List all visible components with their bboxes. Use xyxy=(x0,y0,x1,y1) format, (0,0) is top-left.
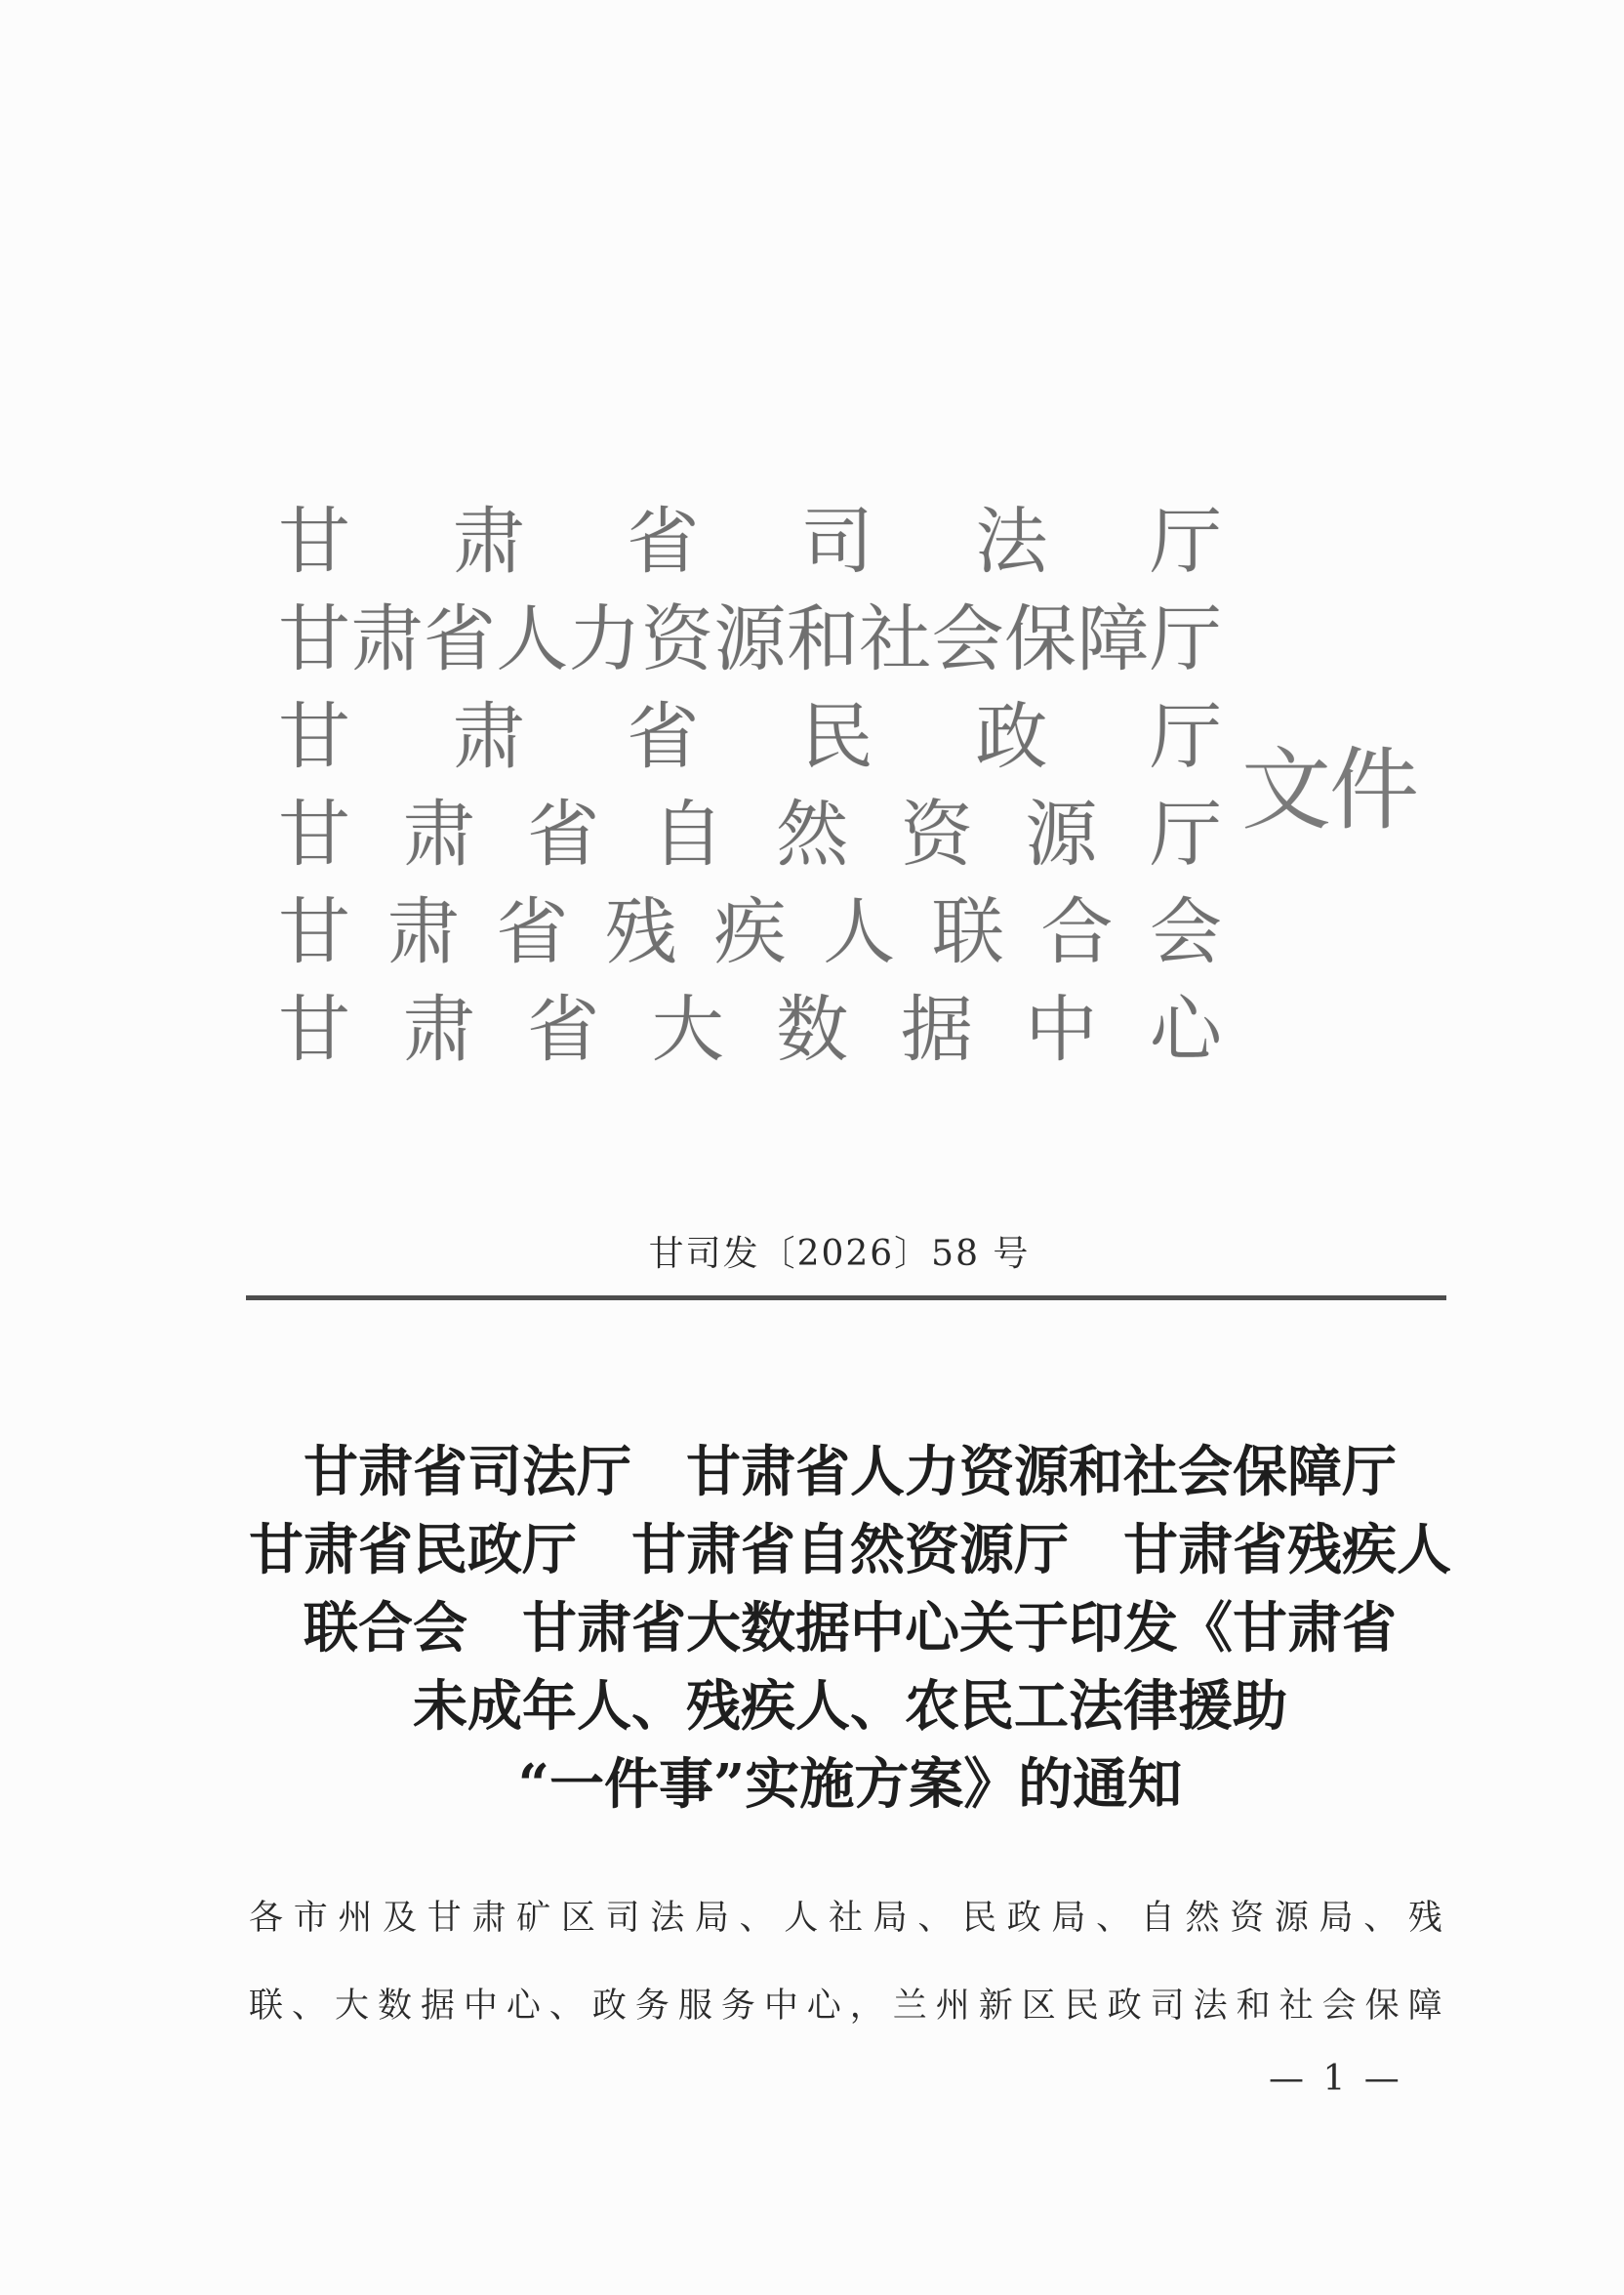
glyph: 省 xyxy=(527,988,600,1072)
glyph: 会 xyxy=(1321,1987,1357,2026)
glyph: 厅 xyxy=(1149,500,1222,584)
glyph: 司 xyxy=(1150,1987,1185,2026)
issuer-name xyxy=(278,883,1222,981)
glyph: 数 xyxy=(776,988,849,1072)
glyph: 甘 xyxy=(278,793,350,877)
glyph: 省 xyxy=(527,793,600,877)
header-rule xyxy=(246,1295,1446,1300)
glyph: 中 xyxy=(463,1987,498,2026)
glyph: 中 xyxy=(763,1987,798,2026)
glyph: 障 xyxy=(1076,597,1150,681)
title-line: 甘肃省民政厅 甘肃省自然资源厅 甘肃省残疾人 xyxy=(249,1518,1451,1582)
glyph: 厅 xyxy=(1149,597,1222,681)
glyph: 保 xyxy=(1364,1987,1400,2026)
glyph: 省 xyxy=(496,890,569,974)
glyph: 人 xyxy=(823,890,896,974)
glyph: 甘 xyxy=(278,597,350,681)
title-line: 未成年人、残疾人、农民工法律援助 xyxy=(413,1674,1287,1739)
glyph: 源 xyxy=(1274,1899,1309,1938)
glyph: 残 xyxy=(1407,1899,1442,1938)
glyph: 局 xyxy=(694,1899,729,1938)
document-body xyxy=(249,1889,1442,2065)
glyph: 司 xyxy=(800,500,873,584)
glyph: 区 xyxy=(1021,1987,1056,2026)
document-type-label: 文件 xyxy=(1241,738,1418,842)
glyph: 然 xyxy=(1185,1899,1220,1938)
glyph: 肃 xyxy=(402,988,475,1072)
issuer-name xyxy=(278,981,1222,1079)
glyph: 州 xyxy=(935,1987,970,2026)
glyph: 心 xyxy=(506,1987,541,2026)
glyph: 局 xyxy=(873,1899,908,1938)
glyph: 会 xyxy=(931,597,1004,681)
title-line: 联合会 甘肃省大数据中心关于印发《甘肃省 xyxy=(304,1596,1397,1660)
glyph: 各 xyxy=(249,1899,284,1938)
glyph: 、 xyxy=(548,1987,584,2026)
glyph: 、 xyxy=(1096,1899,1131,1938)
body-line xyxy=(249,1977,1442,2035)
glyph: 市 xyxy=(293,1899,328,1938)
glyph: 务 xyxy=(634,1987,670,2026)
glyph: 人 xyxy=(784,1899,819,1938)
glyph: 大 xyxy=(334,1987,369,2026)
glyph: 新 xyxy=(978,1987,1013,2026)
glyph: 联 xyxy=(931,890,1004,974)
glyph: 源 xyxy=(713,597,787,681)
glyph: 兰 xyxy=(892,1987,927,2026)
glyph: 然 xyxy=(776,793,849,877)
glyph: 厅 xyxy=(1149,793,1222,877)
issuer-name xyxy=(278,493,1222,591)
glyph: 甘 xyxy=(278,500,350,584)
glyph: 中 xyxy=(1025,988,1098,1072)
issuer-list xyxy=(278,493,1222,1079)
issuer-name xyxy=(278,688,1222,786)
glyph: 心 xyxy=(806,1987,841,2026)
glyph: 联 xyxy=(249,1987,284,2026)
glyph: 肃 xyxy=(471,1899,507,1938)
glyph: 、 xyxy=(739,1899,774,1938)
glyph: 和 xyxy=(1236,1987,1271,2026)
glyph: 州 xyxy=(338,1899,373,1938)
glyph: 法 xyxy=(650,1899,685,1938)
glyph: 肃 xyxy=(386,890,460,974)
glyph: 法 xyxy=(975,500,1048,584)
issuer-name xyxy=(278,591,1222,688)
glyph: 资 xyxy=(900,793,973,877)
glyph: 和 xyxy=(786,597,859,681)
glyph: 民 xyxy=(962,1899,997,1938)
glyph: 保 xyxy=(1004,597,1077,681)
glyph: 局 xyxy=(1319,1899,1354,1938)
glyph: 法 xyxy=(1193,1987,1228,2026)
glyph: 肃 xyxy=(452,500,525,584)
glyph: 民 xyxy=(1064,1987,1099,2026)
glyph: 疾 xyxy=(713,890,787,974)
glyph: 民 xyxy=(800,695,873,779)
glyph: 区 xyxy=(560,1899,595,1938)
glyph: 障 xyxy=(1407,1987,1442,2026)
glyph: 甘 xyxy=(278,890,350,974)
glyph: 资 xyxy=(641,597,714,681)
glyph: 据 xyxy=(900,988,973,1072)
title-line: “一件事”实施方案》的通知 xyxy=(517,1752,1183,1817)
glyph: 社 xyxy=(1279,1987,1314,2026)
glyph: 资 xyxy=(1230,1899,1265,1938)
glyph: 大 xyxy=(651,988,724,1072)
glyph: 源 xyxy=(1025,793,1098,877)
issuer-name xyxy=(278,786,1222,883)
glyph: 政 xyxy=(1107,1987,1142,2026)
title-line: 甘肃省司法厅 甘肃省人力资源和社会保障厅 xyxy=(304,1440,1397,1504)
glyph: 自 xyxy=(651,793,724,877)
glyph: 厅 xyxy=(1149,695,1222,779)
glyph: 肃 xyxy=(350,597,424,681)
glyph: 政 xyxy=(975,695,1048,779)
glyph: 甘 xyxy=(278,988,350,1072)
glyph: 省 xyxy=(627,500,700,584)
glyph: 肃 xyxy=(452,695,525,779)
document-number: 甘司发〔2026〕58 号 xyxy=(648,1234,1031,1274)
glyph: 政 xyxy=(591,1987,627,2026)
glyph: 肃 xyxy=(402,793,475,877)
glyph: 残 xyxy=(604,890,677,974)
glyph: 甘 xyxy=(278,695,350,779)
glyph: 省 xyxy=(627,695,700,779)
glyph: 人 xyxy=(496,597,569,681)
glyph: 会 xyxy=(1150,890,1222,974)
glyph: 矿 xyxy=(516,1899,551,1938)
glyph: 及 xyxy=(383,1899,418,1938)
glyph: 据 xyxy=(420,1987,455,2026)
document-title xyxy=(225,1433,1475,1824)
glyph: 数 xyxy=(377,1987,412,2026)
glyph: 务 xyxy=(720,1987,755,2026)
glyph: 社 xyxy=(828,1899,863,1938)
glyph: 、 xyxy=(1363,1899,1399,1938)
glyph: 力 xyxy=(568,597,641,681)
glyph: 心 xyxy=(1149,988,1222,1072)
glyph: 甘 xyxy=(426,1899,462,1938)
glyph: 政 xyxy=(1006,1899,1041,1938)
glyph: 省 xyxy=(423,597,496,681)
glyph: 服 xyxy=(677,1987,712,2026)
glyph: 、 xyxy=(291,1987,326,2026)
glyph: 合 xyxy=(1040,890,1114,974)
glyph: 司 xyxy=(605,1899,640,1938)
glyph: 自 xyxy=(1140,1899,1175,1938)
body-line xyxy=(249,1889,1442,1947)
glyph: ， xyxy=(849,1987,884,2026)
glyph: 社 xyxy=(859,597,932,681)
glyph: 局 xyxy=(1051,1899,1086,1938)
page-number: — 1 — xyxy=(1269,2059,1403,2099)
glyph: 、 xyxy=(917,1899,953,1938)
